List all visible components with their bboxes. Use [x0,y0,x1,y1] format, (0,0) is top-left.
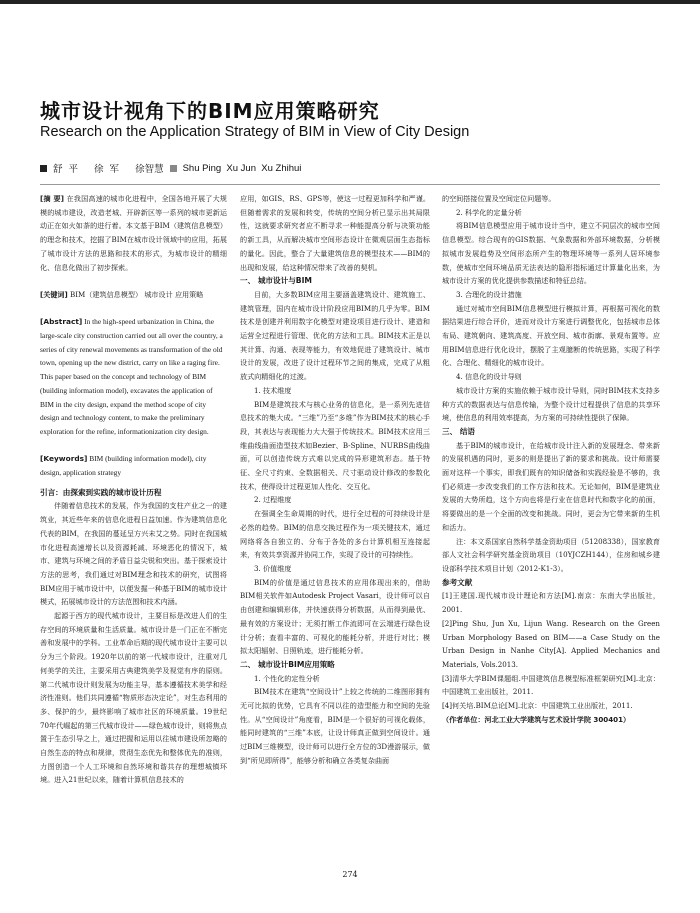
subheading-quantitative: 2. 科学化的定量分析 [456,207,522,217]
col2-paragraph-5: BIM的价值是通过信息技术的应用体现出来的，借助BIM相关软件如Autodesk Project Vasari，设计师可以自由创建和编辑形体，并快速获得分析数据，从而得到最优、最有效的方案设计；无须打断工作流即可在云端进行绿色设计分析；查看丰富的、可视化的能耗分析，并进行对比；模拟太阳辐射、日照轨迹，进行能耗分析。 [240,577,430,656]
subheading-guidelines: 4. 信息化的设计导则 [456,372,522,382]
author-cn-4: 军 [109,164,120,175]
author-affiliation: （作者单位：河北工业大学建筑与艺术设计学院 300401） [442,714,631,724]
author-cn-2: 平 [68,164,79,175]
reference-item: [1]王建国.现代城市设计理论和方法[M].南京：东南大学出版社，2001. [442,591,660,615]
subheading-tech: 1. 技术维度 [254,385,292,395]
paper-title-cn: 城市设计视角下的BIM应用策略研究 [40,99,380,123]
intro-paragraph-1: 伴随着信息技术的发展，作为我国的支柱产业之一的建筑业，其近些年来的信息化进程日益加速。作为建筑信息化代表的BIM，在我国的蔓延呈方兴未艾之势。同时在我国城市化进程高速增长以及资源耗减、环境恶化的情况下，城市、建筑与环境之间的矛盾日益尖锐和突出。基于探索设计方法的思考，我们通过对BIM理念和技术的研究，试图将BIM应用于城市设计中，以便发掘一种基于BIM的城市设计模式，拓展城市设计的方法范围和技术内涵。 [40,501,227,607]
abstract-en: [Abstract] In the high-speed urbanization in China, the large-scale city construction carried out all over the country, a series of city renewal movements as transformation of the old town, opening up the new district, carry on like a raging fire. This paper based on the concept and technology of BIM (building information model), excavates the application of BIM in the city design, expand the method scope of city design and technology content, to make the preliminary exploration for the refine, informationization city design. [40,317,223,436]
keywords-en: [Keywords] BIM (building information model), city design, application strategy [40,454,207,478]
col3-paragraph-5: 基于BIM的城市设计，在给城市设计注入新的发展理念、带来新的发展机遇的同时，更多的则是提出了新的要求和挑战。设计师需要面对这样一个事实，即我们既有的知识储备和实践经验是不够的，我们必须进一步改变我们的工作方法和技术。无论如何，BIM是建筑业发展的大势所趋，这个方向也将是行业在信息时代和数字化的前面，将要做出的是一个全面的改变和挑战。同时，更会为它带来新的生机和活力。 [442,440,660,532]
funding-note: 注：本文系国家自然科学基金资助项目（51208338），国家教育部人文社会科学研究基金资助项目（10YJCZH144），住房和城乡建设部科学技术项目计划（2012-K1-3）。 [442,536,660,573]
reference-item: [3]清华大学BIM课题组.中国建筑信息模型标准框架研究[M].北京：中国建筑工业出版社，2011. [442,673,660,697]
col3-paragraph-2: 将BIM信息模型应用于城市设计当中，建立不同层次的城市空间信息模型。综合现有的GIS数据、气象数据和外部环境数据，分析模拟城市发展趋势及空间形态所产生的物理环境等一系列人居环境参数，使城市空间环境品质无法表达的隐形指标通过计算量化出来，为城市设计方案的优化提供参数描述和特征总结。 [442,221,660,286]
subheading-qualitative: 1. 个性化的定性分析 [254,673,320,683]
subheading-process: 2. 过程维度 [254,495,292,505]
title-divider [40,184,660,185]
subheading-measures: 3. 合理化的设计措施 [456,289,522,299]
section-heading-2: 二、 城市设计BIM应用策略 [240,659,335,669]
section-heading-1: 一、 城市设计与BIM [240,276,312,286]
section-heading-3: 三、 结语 [442,426,476,436]
col2-paragraph-3: BIM是建筑技术与核心业务的信息化，是一系列先进信息技术的集大成。“三维”乃至“多维”作为BIM技术的核心手段，其表达与表现能力大大强于传统技术。BIM技术应用三维曲线曲面造型技术如Bezier、B-Spline、NURBS曲线曲面，可以创造传统方式难以完成的异形建筑形态。基于特征、全尺寸约束、全数据相关、尺寸驱动设计修改的参数化技术，使得设计过程更加人性化、交互化。 [240,399,430,491]
reference-item: [4]何关培.BIM总论[M].北京：中国建筑工业出版社，2011. [442,701,633,711]
column-2 [240,192,430,768]
reference-item: [2]Ping Shu, Jun Xu, Lijun Wang. Research on the Green Urban Morphology Based on BIM——a Case Study on the Urban Design in Nanhe City[A]. Applied Mechanics and Materials, Vols.2013. [442,618,660,669]
intro-heading: 引言：由探索到实践的城市设计历程 [40,487,162,497]
col3-paragraph-1: 的空间搭接位置及空间定位问题等。 [442,194,556,203]
subheading-value: 3. 价值维度 [254,563,292,573]
bullet-square-icon [170,165,177,172]
intro-paragraph-2: 起源于西方的现代城市设计，主要目标是改进人们的生存空间的环境质量和生活质量。城市设计是一门正在不断完善和发展中的学科。工业革命后期的现代城市设计主要可以分为三个阶段。1920年以前的第一代城市设计，注重对几何美学的关注，主要采用古典建筑美学及视觉有序的原则。第二代城市设计则发展为功能主导，基本遵循技术美学和经济性准则。他们共同遵循“物质形态决定论”，对生态利用的多、保护的少，最终影响了城市社区的环境质量。19世纪70年代崛起的第三代城市设计——绿色城市设计，则将焦点置于生态引导之上，通过把握和运用以往城市建设所忽略的自然生态的特点和规律，贯彻生态优先和整体优先的准则，力图创造一个人工环境和自然环境和谐共存的理想城镇环境。进入21世纪以来，随着计算机信息技术的 [40,611,227,785]
col3-paragraph-3: 通过对城市空间BIM信息模型进行模拟计算，再根据可视化的数据结果进行综合评价，进而对设计方案进行调整优化，包括城市总体布局、建筑朝向、建筑高度、开放空间、城市街廓、景观布置等。应用BIM信息进行优化设计，摆脱了主观臆断的传统思路，实现了科学化、合理化、精细化的城市设计。 [442,303,660,368]
col2-paragraph-2: 目前，大多数BIM应用主要涵盖建筑设计、建筑施工、建筑管理，国内在城市设计阶段应用BIM的几乎为零。BIM技术是创建并利用数字化模型对建设项目进行设计、建造和运营全过程进行管理、优化的方法和工具。BIM技术正是以其计算、沟通、表现等能力，有效地促进了建筑设计、城市设计的发展，改进了设计过程环节之间的集成，完成了从粗放式向精细化的过渡。 [240,289,430,382]
abstract-cn: [摘 要] 在我国高速的城市化进程中，全国各地开展了大规模的城市建设，改造老城、开辟新区等一系列的城市更新运动正在如火如荼的进行着。本文基于BIM（建筑信息模型）的理念和技术，挖掘了BIM在城市设计领域中的应用，拓展了城市设计方法的思路和技术的形式，为城市设计的精细化、信息化做出了初步探索。 [40,194,227,272]
authors-en: Shu Ping Xu Jun Xu Zhihui [182,162,302,174]
col2-paragraph-6: BIM技术在建筑“空间设计”上较之传统的二维图形拥有无可比拟的优势，它具有不同以往的造型能力和空间的先验性。从“空间设计”角度看，BIM是一个很好的可视化载体，能同时建筑的“三维”本底，让设计师真正做到空间设计。通过BIM三维模型，设计师可以进行全方位的3D漫游展示，做到“所见即所得”，能够分析和确立各类复杂曲面 [240,687,430,765]
col2-paragraph-4: 在强调全生命周期的时代，进行全过程的可持续设计是必然的趋势。BIM的信息交换过程作为一项关键技术，通过网络将各自独立的、分布于各处的多台计算机相互连接起来，有效共享资源并协同工作，实现了设计的可持续性。 [240,509,430,560]
references-heading: 参考文献 [442,577,473,587]
header-rule [0,0,700,4]
keywords-cn: [关键词] BIM（建筑信息模型） 城市设计 应用策略 [40,289,204,299]
author-line [40,161,301,175]
bullet-square-icon [40,165,47,172]
page-number: 274 [342,870,358,879]
author-cn-3: 徐 [94,164,104,175]
column-1 [40,192,227,787]
col3-paragraph-4: 城市设计方案的实施依赖于城市设计导则，同时BIM技术支持多种方式的数据表达与信息传输，为整个设计过程提供了信息的共享环境，使信息的利用效率提高，为方案的可持续性提供了保障。 [442,385,660,423]
author-cn-1: 舒 [53,164,63,175]
author-cn-5: 徐智慧 [135,164,164,175]
paper-title-en: Research on the Application Strategy of BIM in View of City Design [40,124,470,140]
col2-paragraph-1: 应用，如GIS、RS、GPS等，使这一过程更加科学和严谨。但随着需求的发展和转变，传统的空间分析已显示出其局限性，这就要求研究者应不断寻求一种能提高分析与决策功能的新工具，从而解决城市空间形态设计在微观层面生态指标的量化。因此，整合了大量建筑信息的模型技术——BIM的出现和发展，给这种情况带来了改善的契机。 [240,194,430,272]
column-3 [442,192,660,726]
